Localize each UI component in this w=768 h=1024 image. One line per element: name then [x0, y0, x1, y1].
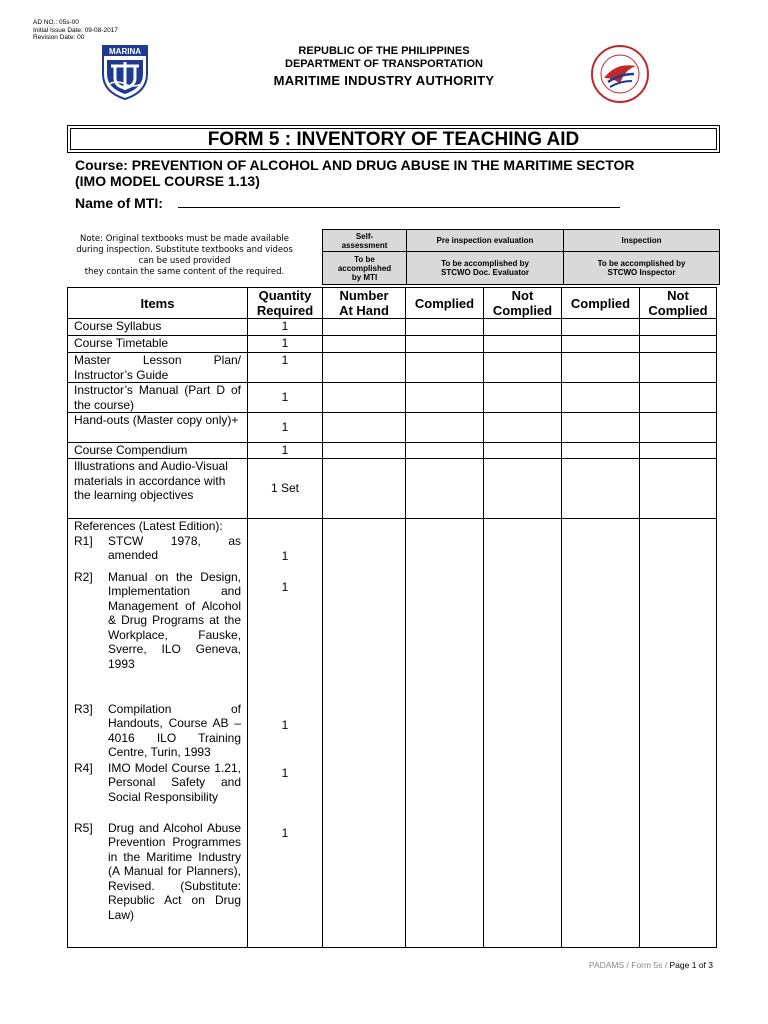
table-row: [68, 459, 717, 519]
header-text: Not: [511, 288, 534, 303]
references-row: [68, 519, 717, 948]
course-heading: [75, 157, 715, 189]
header-text: To be accomplished by: [597, 259, 686, 268]
header-text: Self-: [355, 231, 374, 241]
reference-quantity: 1: [281, 549, 289, 563]
inspector-accomplish-header: [564, 252, 720, 285]
item-cell: Illustrations and Audio-Visual materials in accordance with the learning objectives: [68, 459, 248, 519]
complied-cell[interactable]: [562, 519, 640, 948]
mti-accomplish-header: [323, 252, 407, 285]
not-complied-cell[interactable]: [640, 459, 717, 519]
course-name: Course: PREVENTION OF ALCOHOL AND DRUG ABUSE IN THE MARITIME SECTOR: [75, 157, 635, 173]
reference-text: STCW 1978, as amended: [108, 533, 241, 562]
complied-cell[interactable]: [562, 353, 640, 383]
number-at-hand-cell[interactable]: [323, 383, 406, 413]
reference-item: [74, 534, 241, 570]
reference-text: Manual on the Design, Implementation and Management of Alcohol & Drug Programs at the Workplace, Fauske, Sverre, ILO Geneva, 1993: [108, 569, 241, 671]
note-line: during inspection. Substitute textbooks and videos: [76, 245, 293, 255]
number-at-hand-cell[interactable]: [323, 413, 406, 443]
revision-date: Revision Date: 00: [33, 34, 85, 41]
reference-item: [74, 702, 241, 761]
reference-label: R4]: [74, 760, 93, 775]
page-number: Page 1 of 3: [669, 960, 713, 970]
note-line: they contain the same content of the required.: [84, 267, 285, 277]
not-complied-cell[interactable]: [640, 336, 717, 353]
table-row: [68, 383, 717, 413]
complied-cell[interactable]: [562, 443, 640, 459]
number-at-hand-cell[interactable]: [323, 319, 406, 336]
initial-issue-date: Initial Issue Date: 09-08-2017: [33, 26, 118, 34]
not-complied-cell[interactable]: [484, 336, 562, 353]
not-complied-cell[interactable]: [640, 413, 717, 443]
header-text: Number: [339, 288, 389, 303]
reference-label: R5]: [74, 820, 93, 835]
quantity-cell: 1: [248, 336, 323, 353]
document-meta: [33, 19, 118, 42]
quantity-cell: 1: [248, 443, 323, 459]
header-text: Complied: [492, 303, 553, 318]
page-footer: [589, 960, 713, 970]
references-heading: References (Latest Edition):: [74, 519, 223, 533]
note-line: can be used provided: [138, 256, 231, 266]
footer-path: PADAMS / Form 5s /: [588, 960, 670, 970]
table-row: [68, 353, 717, 383]
reference-text: IMO Model Course 1.21, Personal Safety and Social Responsibility: [108, 760, 241, 804]
self-assessment-header: [323, 230, 407, 252]
item-cell: Master Lesson Plan/ Instructor’s Guide: [68, 353, 248, 383]
not-complied-cell[interactable]: [484, 459, 562, 519]
complied-cell[interactable]: [406, 413, 484, 443]
item-cell: Course Timetable: [68, 336, 248, 353]
header-text: STCWO Doc. Evaluator: [440, 268, 529, 277]
not-complied-cell[interactable]: [640, 443, 717, 459]
quantity-cell: 1 Set: [248, 459, 323, 519]
quantity-cell: 1: [248, 383, 323, 413]
items-header: Items: [68, 288, 248, 319]
complied-cell[interactable]: [406, 319, 484, 336]
not-complied-cell[interactable]: [484, 319, 562, 336]
item-cell: Course Syllabus: [68, 319, 248, 336]
dotr-seal-icon: [590, 44, 650, 104]
not-complied-cell[interactable]: [640, 353, 717, 383]
reference-text: Compilation of Handouts, Course AB – 4016 ILO Training Centre, Turin, 1993: [108, 701, 241, 759]
evaluator-accomplish-header: [407, 252, 564, 285]
quantity-cell: 1: [248, 353, 323, 383]
reference-item: [74, 570, 241, 702]
pre-not-complied-header: [484, 288, 562, 319]
quantity-header: [248, 288, 323, 319]
form-title: FORM 5 : INVENTORY OF TEACHING AID: [207, 129, 580, 150]
header-text: To be: [354, 254, 375, 264]
not-complied-cell[interactable]: [484, 413, 562, 443]
number-at-hand-cell[interactable]: [323, 459, 406, 519]
table-row: [68, 336, 717, 353]
reference-label: R2]: [74, 569, 93, 584]
header-text: At Hand: [339, 303, 389, 318]
evaluation-header-table: [322, 229, 720, 285]
number-at-hand-cell[interactable]: [323, 519, 406, 948]
table-row: [68, 319, 717, 336]
header-text: To be accomplished by: [441, 259, 529, 268]
not-complied-cell[interactable]: [484, 383, 562, 413]
form-title-box: [67, 125, 720, 153]
note-line: Note: Original textbooks must be made available: [80, 234, 289, 244]
header-text: Required: [256, 303, 314, 318]
insp-not-complied-header: [640, 288, 717, 319]
complied-cell[interactable]: [562, 319, 640, 336]
complied-cell[interactable]: [562, 336, 640, 353]
quantity-cell: 1: [248, 413, 323, 443]
department-heading: DEPARTMENT OF TRANSPORTATION: [285, 58, 483, 70]
complied-cell[interactable]: [406, 336, 484, 353]
complied-cell[interactable]: [406, 443, 484, 459]
reference-quantity: 1: [281, 826, 289, 840]
number-at-hand-header: [323, 288, 406, 319]
item-cell: Course Compendium: [68, 443, 248, 459]
table-header-row: [68, 288, 717, 319]
reference-text: Drug and Alcohol Abuse Prevention Programmes in the Maritime Industry (A Manual for Planners), Revised. (Substitute: Republic Act on Drug Law): [108, 820, 241, 922]
item-cell: Hand-outs (Master copy only)+: [68, 413, 248, 443]
references-quantity-cell: [248, 519, 323, 948]
reference-quantity: 1: [281, 718, 289, 732]
complied-cell[interactable]: [406, 459, 484, 519]
complied-cell[interactable]: [562, 459, 640, 519]
republic-heading: REPUBLIC OF THE PHILIPPINES: [298, 45, 470, 57]
not-complied-cell[interactable]: [640, 383, 717, 413]
pre-complied-header: Complied: [406, 288, 484, 319]
reference-item: [74, 761, 241, 821]
insp-complied-header: Complied: [562, 288, 640, 319]
course-code: (IMO MODEL COURSE 1.13): [75, 173, 260, 189]
number-at-hand-cell[interactable]: [323, 336, 406, 353]
item-cell: Instructor’s Manual (Part D of the course): [68, 383, 248, 413]
header-text: Complied: [648, 303, 708, 318]
header-text: Quantity: [258, 288, 312, 303]
not-complied-cell[interactable]: [484, 443, 562, 459]
header-text: accomplished: [337, 263, 392, 273]
header-text: by MTI: [351, 272, 378, 282]
not-complied-cell[interactable]: [484, 353, 562, 383]
not-complied-cell[interactable]: [640, 319, 717, 336]
quantity-cell: 1: [248, 319, 323, 336]
not-complied-cell[interactable]: [640, 519, 717, 948]
mti-label: Name of MTI:: [75, 195, 163, 211]
reference-item: [74, 821, 241, 923]
ad-number: AD NO.: 05s-00: [33, 19, 79, 26]
complied-cell[interactable]: [562, 383, 640, 413]
mti-name-field[interactable]: [178, 207, 620, 208]
number-at-hand-cell[interactable]: [323, 443, 406, 459]
references-cell: [68, 519, 248, 948]
complied-cell[interactable]: [406, 383, 484, 413]
marina-logo-text: MARINA: [109, 47, 141, 56]
complied-cell[interactable]: [562, 413, 640, 443]
complied-cell[interactable]: [406, 519, 484, 948]
header-text: assessment: [341, 240, 388, 250]
reference-quantity: 1: [281, 766, 289, 780]
reference-label: R3]: [74, 701, 93, 716]
table-row: [68, 413, 717, 443]
header-text: Not: [667, 288, 689, 303]
number-at-hand-cell[interactable]: [323, 353, 406, 383]
reference-quantity: 1: [281, 580, 289, 594]
inspection-header: Inspection: [564, 230, 720, 252]
inventory-table: [67, 287, 717, 948]
header-text: STCWO Inspector: [607, 268, 676, 277]
pre-inspection-header: Pre inspection evaluation: [407, 230, 564, 252]
authority-heading: MARITIME INDUSTRY AUTHORITY: [273, 73, 495, 88]
table-row: [68, 443, 717, 459]
reference-label: R1]: [74, 533, 93, 548]
not-complied-cell[interactable]: [484, 519, 562, 948]
complied-cell[interactable]: [406, 353, 484, 383]
note-text: [52, 234, 317, 278]
